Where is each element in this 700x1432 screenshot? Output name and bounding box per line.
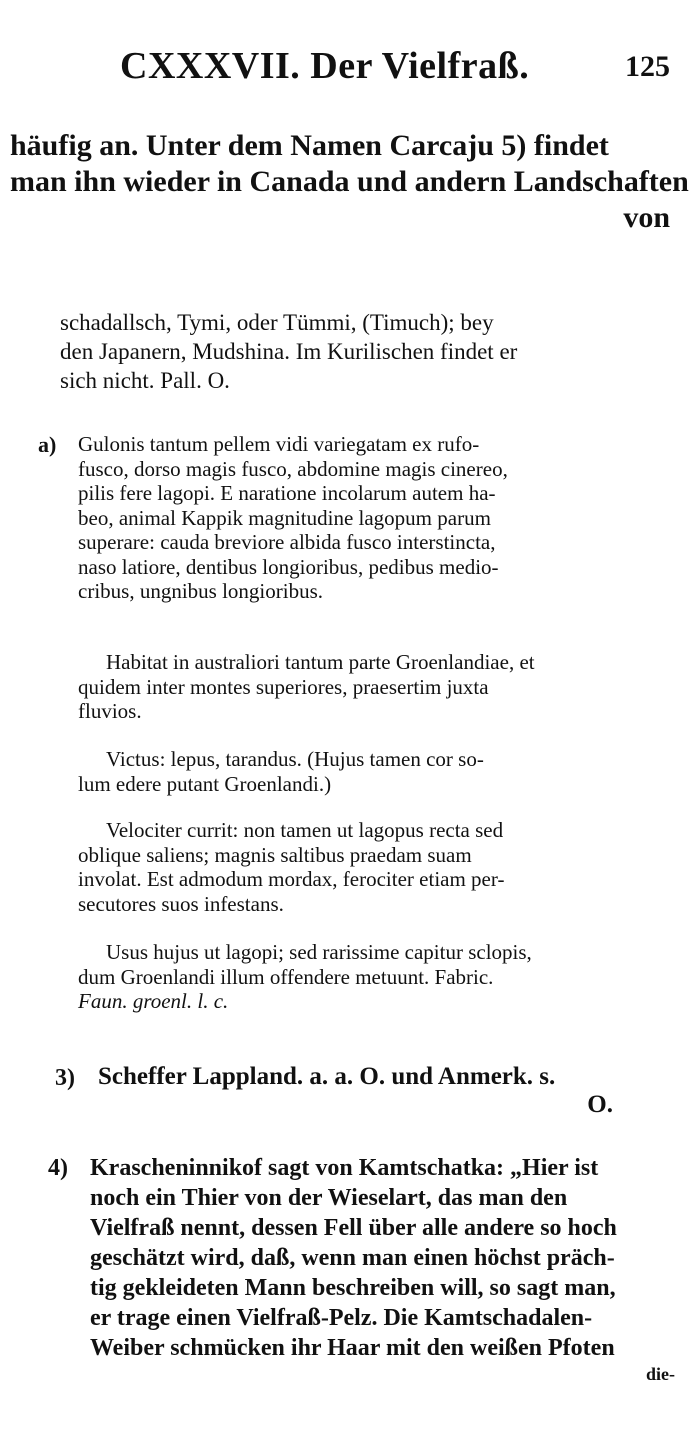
- text-line: lum edere putant Groenlandi.): [78, 771, 332, 796]
- footnote-4: [90, 1153, 685, 1385]
- text-line: er trage einen Vielfraß-Pelz. Die Kamtschadalen-: [90, 1305, 593, 1331]
- continued-footnote: [60, 308, 680, 395]
- text-line: Habitat in australiori tantum parte Groenlandiae, et: [106, 650, 535, 674]
- footnote-3: [98, 1063, 683, 1119]
- usus-paragraph: [78, 940, 678, 1014]
- text-line: dum Groenlandi illum offendere metuunt. Fabric.: [78, 964, 494, 989]
- text-line: tig gekleideten Mann beschreiben will, so sagt man,: [90, 1275, 616, 1301]
- victus-paragraph: [78, 747, 678, 796]
- chapter-title: CXXXVII. Der Vielfraß.: [120, 45, 530, 87]
- text-line: naso latiore, dentibus longioribus, pedibus medio-: [78, 554, 499, 579]
- text-line: geschätzt wird, daß, wenn man einen höchst präch-: [90, 1245, 615, 1271]
- text-line: oblique saliens; magnis saltibus praedam suam: [78, 842, 472, 867]
- text-line: superare: cauda breviore albida fusco interstincta,: [78, 530, 496, 554]
- text-line: Krascheninnikof sagt von Kamtschatka: „Hier ist: [90, 1155, 599, 1181]
- text-line: noch ein Thier von der Wieselart, das man den: [90, 1185, 568, 1211]
- text-line: secutores suos infestans.: [78, 891, 284, 916]
- text-line: quidem inter montes superiores, praesertim juxta: [78, 674, 489, 699]
- footnote-marker-3: 3): [55, 1065, 75, 1091]
- text-line: pilis fere lagopi. E naratione incolarum autem ha-: [78, 481, 496, 505]
- main-text: [10, 128, 689, 236]
- page-number: 125: [625, 50, 670, 83]
- text-line: Velociter currit: non tamen ut lagopus recta sed: [106, 818, 504, 842]
- text-line: schadallsch, Tymi, oder Tümmi, (Timuch); bey: [60, 310, 494, 335]
- text-line: Faun. groenl. l. c.: [78, 989, 229, 1013]
- running-header: [120, 40, 680, 90]
- text-line: Victus: lepus, tarandus. (Hujus tamen cor so-: [106, 747, 484, 771]
- footnote-marker-a: a): [38, 432, 57, 457]
- velociter-paragraph: [78, 818, 678, 916]
- habitat-paragraph: [78, 650, 678, 724]
- text-line: den Japanern, Mudshina. Im Kurilischen findet er: [60, 339, 518, 364]
- text-line: man ihn wieder in Canada und andern Landschaften: [10, 165, 689, 198]
- text-line: Vielfraß nennt, dessen Fell über alle andere so hoch: [90, 1215, 617, 1241]
- text-line: beo, animal Kappik magnitudine lagopum parum: [78, 505, 491, 530]
- text-line: Scheffer Lappland. a. a. O. und Anmerk. s.: [98, 1063, 556, 1090]
- text-line: Weiber schmücken ihr Haar mit den weißen Pfoten: [90, 1335, 615, 1361]
- text-line: O.: [587, 1091, 613, 1118]
- catchword: von: [623, 201, 670, 234]
- text-line: häufig an. Unter dem Namen Carcaju 5) findet: [10, 129, 609, 162]
- text-line: sich nicht. Pall. O.: [60, 368, 230, 393]
- text-line: cribus, ungnibus longioribus.: [78, 579, 323, 603]
- footnote-a: [78, 432, 678, 604]
- text-line: fusco, dorso magis fusco, abdomine magis cinereo,: [78, 456, 508, 481]
- text-line: involat. Est admodum mordax, ferociter etiam per-: [78, 867, 505, 891]
- text-line: Usus hujus ut lagopi; sed rarissime capitur sclopis,: [106, 940, 532, 964]
- catchword: die-: [646, 1364, 675, 1384]
- text-line: Gulonis tantum pellem vidi variegatam ex rufo-: [78, 432, 480, 456]
- footnote-marker-4: 4): [48, 1155, 68, 1181]
- text-line: fluvios.: [78, 699, 142, 723]
